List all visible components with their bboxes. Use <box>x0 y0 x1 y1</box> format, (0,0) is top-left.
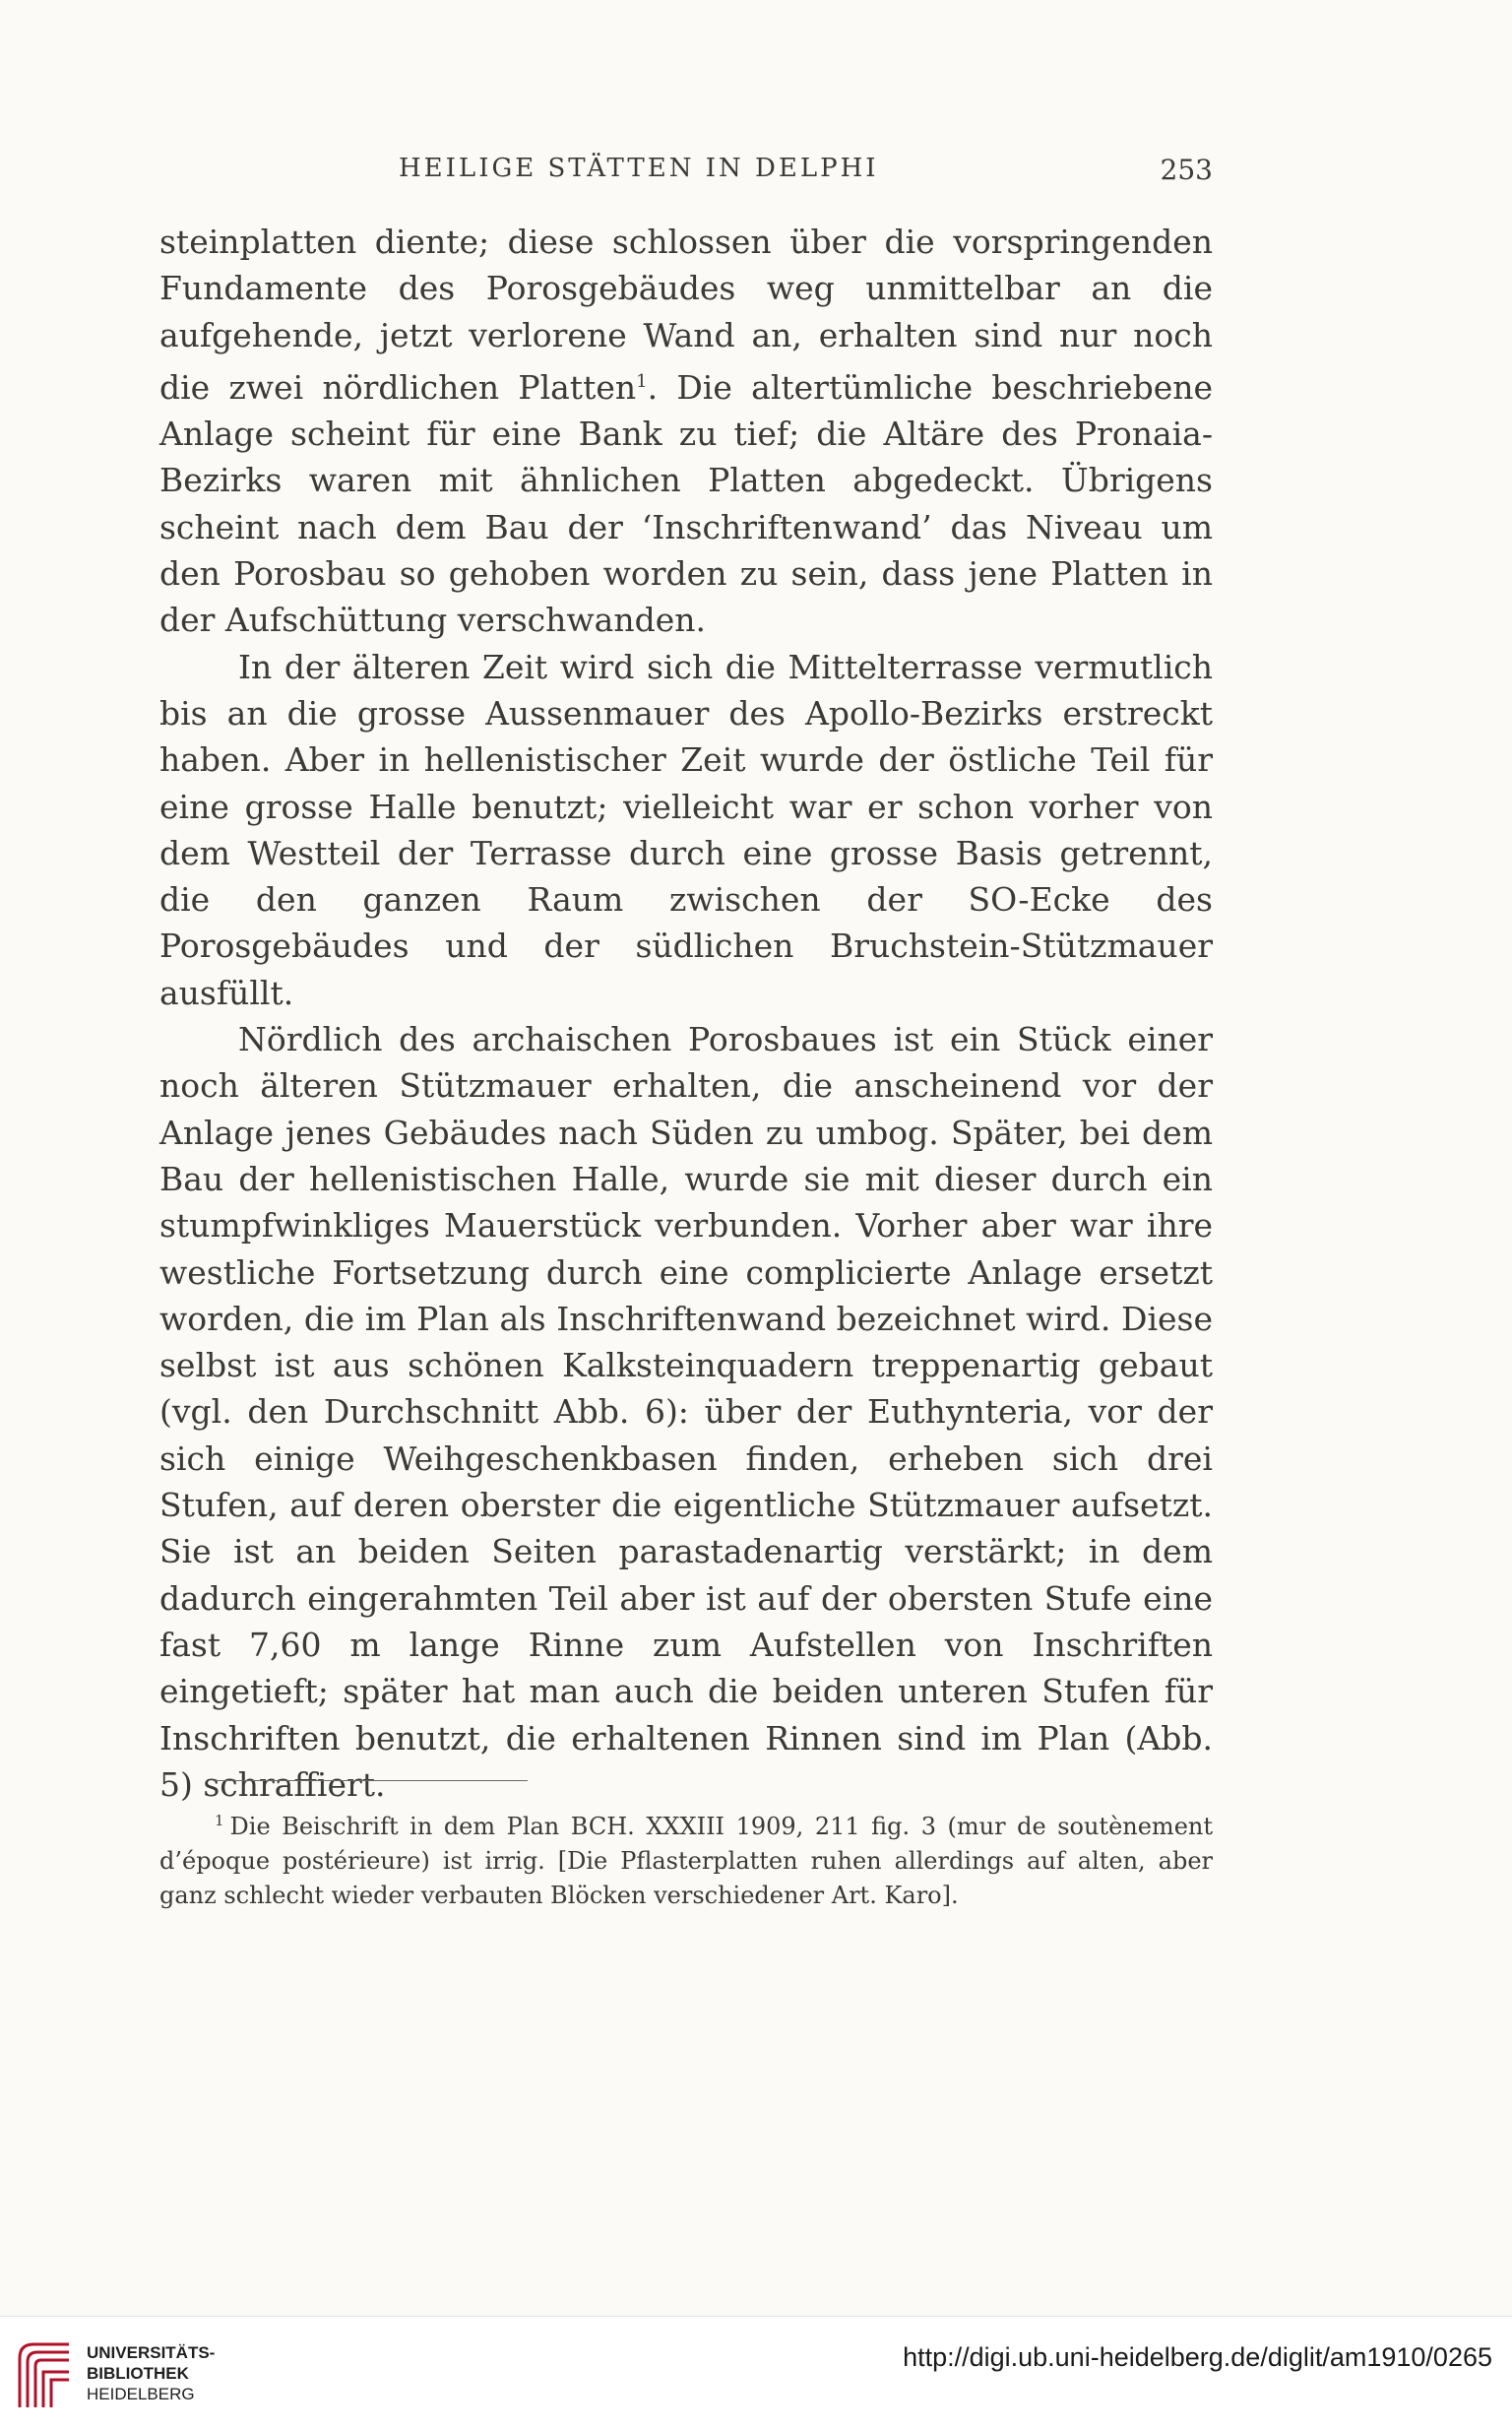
ub-heidelberg-logo-icon <box>14 2338 75 2411</box>
running-head: HEILIGE STÄTTEN IN DELPHI <box>399 154 879 183</box>
footnote-text: Die Beischrift in dem Plan BCH. XXXIII 1909, 211 fig. 3 (mur de soutènement d’époque postérieure) ist irrig. [Die Pflasterplatten ruhen allerdings auf alten, aber ganz schlecht wieder verbauten Blöcken verschiedener Art. Karo]. <box>159 1813 1213 1909</box>
footnote-reference: 1 <box>636 370 648 392</box>
paragraph-3: Nördlich des archaischen Porosbaues ist ein Stück einer noch älteren Stützmauer erhalten, die anscheinend vor der Anlage jenes Gebäudes nach Süden zu umbog. Später, bei dem Bau der hellenistischen Halle, wurde sie mit dieser durch ein stumpfwinkliges Mauerstück verbunden. Vorher aber war ihre westliche Fortsetzung durch eine complicierte Anlage ersetzt worden, die im Plan als Inschriftenwand bezeichnet wird. Diese selbst ist aus schönen Kalksteinquadern treppenartig gebaut (vgl. den Durchschnitt Abb. 6): über der Euthynteria, vor der sich einige Weihgeschenkbasen finden, erheben sich drei Stufen, auf deren oberster die eigentliche Stützmauer aufsetzt. Sie ist an beiden Seiten parastadenartig verstärkt; in dem dadurch eingerahmten Teil aber ist auf der obersten Stufe eine fast 7,60 m lange Rinne zum Aufstellen von Inschriften eingetieft; später hat man auch die beiden unteren Stufen für Inschriften benutzt, die erhaltenen Rinnen sind im Plan (Abb. 5) schraffiert. <box>159 1020 1213 1804</box>
library-name <box>87 2342 215 2404</box>
library-name-line-3: HEIDELBERG <box>87 2385 195 2403</box>
digitization-footer <box>0 2316 1512 2429</box>
paragraph-1-text-a: steinplatten diente; diese schlossen über die vorspringenden Fundamente des Porosgebäudes weg unmittelbar an die aufgehende, jetzt verlorene Wand an, erhalten sind nur noch die zwei nördlichen Platten <box>159 223 1213 407</box>
library-name-line-1: UNIVERSITÄTS- <box>87 2343 216 2362</box>
footnote-mark: 1 <box>215 1812 224 1829</box>
page-number: 253 <box>1160 154 1213 186</box>
page-header <box>159 154 1213 193</box>
paragraph-2: In der älteren Zeit wird sich die Mittelterrasse vermutlich bis an die grosse Aussenmauer des Apollo-Bezirks erstreckt haben. Aber in hellenistischer Zeit wurde der östliche Teil für eine grosse Halle benutzt; vielleicht war er schon vorher von dem Westteil der Terrasse durch eine grosse Basis getrennt, die den ganzen Raum zwischen der SO-Ecke des Porosgebäudes und der südlichen Bruchstein-Stützmauer ausfüllt. <box>159 647 1213 1012</box>
body-text <box>159 219 1213 1808</box>
footnote-divider <box>215 1780 528 1781</box>
paragraph-1-text-b: . Die altertümliche beschriebene Anlage scheint für eine Bank zu tief; die Altäre des Pronaia-Bezirks waren mit ähnlichen Platten abgedeckt. Übrigens scheint nach dem Bau der ‘Inschriftenwand’ das Niveau um den Porosbau so gehoben worden zu sein, dass jene Platten in der Aufschüttung verschwanden. <box>159 367 1214 640</box>
library-name-line-2: BIBLIOTHEK <box>87 2364 189 2383</box>
footnote <box>159 1804 1213 1913</box>
permalink-url[interactable]: http://digi.ub.uni-heidelberg.de/diglit/am1910/0265 <box>903 2342 1492 2372</box>
paragraph-1 <box>159 219 1213 644</box>
